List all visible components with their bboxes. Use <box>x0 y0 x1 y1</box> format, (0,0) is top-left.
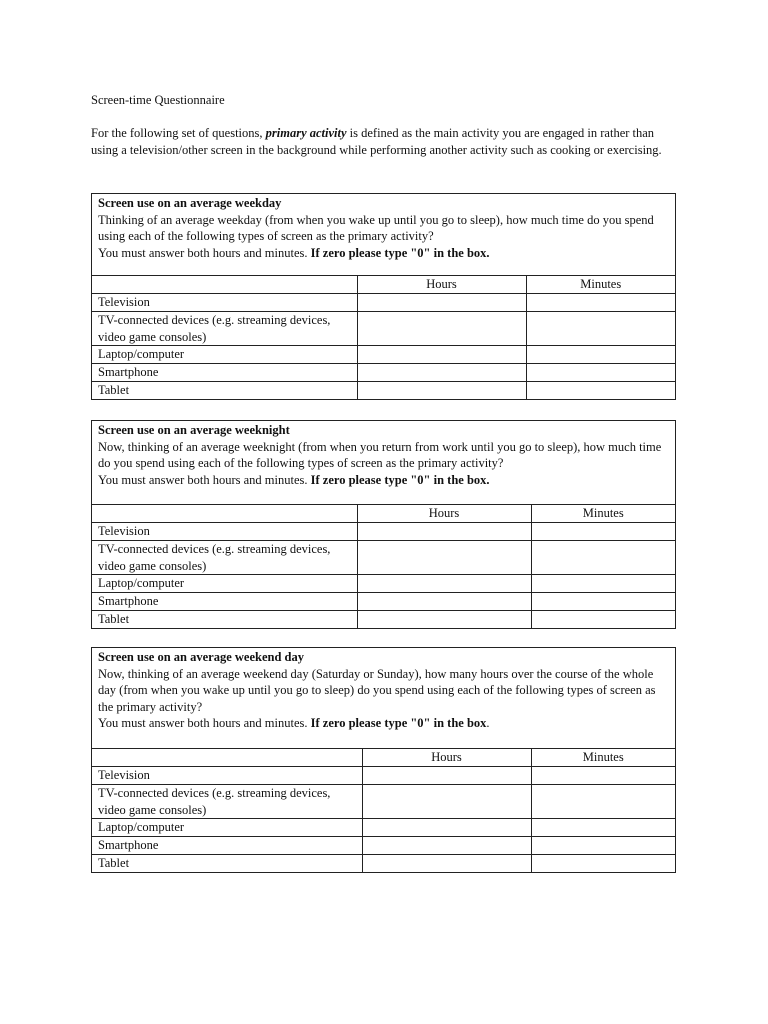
document-title: Screen-time Questionnaire <box>91 93 225 107</box>
section-question: Now, thinking of an average weeknight (from when you return from work until you go to sleep), how much time do you spend using each of the following types of screen as the primary activity? <box>98 439 662 470</box>
row-label-header <box>92 276 357 294</box>
section-header <box>92 648 675 749</box>
hours-input[interactable] <box>357 312 526 346</box>
table-row-television <box>92 294 675 312</box>
hours-input[interactable] <box>362 855 531 873</box>
minutes-input[interactable] <box>526 382 675 400</box>
row-label: TV-connected devices (e.g. streaming devices, video game consoles) <box>92 541 357 575</box>
minutes-input[interactable] <box>531 767 675 785</box>
hours-column-header: Hours <box>362 749 531 767</box>
section-title: Screen use on an average weeknight <box>98 423 290 437</box>
row-label: Laptop/computer <box>92 346 357 364</box>
table-row-television <box>92 523 675 541</box>
hours-input[interactable] <box>362 785 531 819</box>
table-header-row <box>92 276 675 294</box>
hours-input[interactable] <box>362 819 531 837</box>
section-header <box>92 421 675 505</box>
row-label: Laptop/computer <box>92 575 357 593</box>
row-label: TV-connected devices (e.g. streaming devices, video game consoles) <box>92 785 362 819</box>
row-label: Laptop/computer <box>92 819 362 837</box>
minutes-column-header: Minutes <box>526 276 675 294</box>
intro-text-after: is defined as the main activity you are engaged in rather than using a television/other screen in the background while performing another activity such as cooking or exercising. <box>91 126 662 157</box>
minutes-input[interactable] <box>526 364 675 382</box>
hours-input[interactable] <box>362 837 531 855</box>
table-row-tablet <box>92 382 675 400</box>
hours-input[interactable] <box>357 364 526 382</box>
screen-time-table <box>92 276 675 399</box>
table-row-smartphone <box>92 593 675 611</box>
minutes-input[interactable] <box>531 523 675 541</box>
section-title: Screen use on an average weekend day <box>98 650 305 664</box>
row-label-header <box>92 749 362 767</box>
section-weeknight <box>91 420 676 629</box>
screen-time-table <box>92 505 675 628</box>
minutes-input[interactable] <box>531 611 675 629</box>
section-instruction <box>98 245 669 262</box>
minutes-input[interactable] <box>531 819 675 837</box>
minutes-input[interactable] <box>526 312 675 346</box>
row-label: Television <box>92 294 357 312</box>
row-label: TV-connected devices (e.g. streaming devices, video game consoles) <box>92 312 357 346</box>
hours-input[interactable] <box>357 611 531 629</box>
hours-input[interactable] <box>357 593 531 611</box>
table-row-laptop <box>92 819 675 837</box>
hours-input[interactable] <box>357 523 531 541</box>
instruction-trailing: . <box>486 716 490 730</box>
section-question: Thinking of an average weekday (from when you wake up until you go to sleep), how much time do you spend using each of the following types of screen as the primary activity? <box>98 212 654 243</box>
table-row-television <box>92 767 675 785</box>
hours-input[interactable] <box>357 382 526 400</box>
minutes-input[interactable] <box>526 346 675 364</box>
section-instruction <box>98 715 669 732</box>
minutes-input[interactable] <box>531 541 675 575</box>
table-header-row <box>92 749 675 767</box>
row-label: Smartphone <box>92 593 357 611</box>
minutes-column-header: Minutes <box>531 505 675 523</box>
hours-input[interactable] <box>357 346 526 364</box>
minutes-input[interactable] <box>531 837 675 855</box>
table-row-tv-connected <box>92 785 675 819</box>
hours-input[interactable] <box>357 541 531 575</box>
intro-text-before: For the following set of questions, <box>91 126 266 140</box>
table-row-laptop <box>92 575 675 593</box>
table-row-tv-connected <box>92 541 675 575</box>
hours-input[interactable] <box>357 294 526 312</box>
hours-column-header: Hours <box>357 505 531 523</box>
minutes-input[interactable] <box>531 575 675 593</box>
row-label: Television <box>92 523 357 541</box>
row-label: Television <box>92 767 362 785</box>
minutes-input[interactable] <box>526 294 675 312</box>
minutes-column-header: Minutes <box>531 749 675 767</box>
row-label: Tablet <box>92 611 357 629</box>
instruction-text: You must answer both hours and minutes. <box>98 245 311 260</box>
section-weekday <box>91 193 676 400</box>
hours-input[interactable] <box>357 575 531 593</box>
section-header <box>92 194 675 276</box>
section-question: Now, thinking of an average weekend day (Saturday or Sunday), how many hours over the course of the whole day (from when you wake up until you go to sleep) do you spend using each of the following types of screen as the primary activity? <box>98 666 656 714</box>
table-row-tablet <box>92 611 675 629</box>
table-row-tv-connected <box>92 312 675 346</box>
row-label: Tablet <box>92 855 362 873</box>
instruction-emphasis: If zero please type "0" in the box. <box>310 245 490 260</box>
row-label-header <box>92 505 357 523</box>
minutes-input[interactable] <box>531 785 675 819</box>
table-row-laptop <box>92 346 675 364</box>
instruction-emphasis: If zero please type "0" in the box <box>310 716 487 730</box>
row-label: Smartphone <box>92 364 357 382</box>
instruction-text: You must answer both hours and minutes. <box>98 716 311 730</box>
table-row-smartphone <box>92 837 675 855</box>
row-label: Tablet <box>92 382 357 400</box>
table-header-row <box>92 505 675 523</box>
hours-column-header: Hours <box>357 276 526 294</box>
table-row-smartphone <box>92 364 675 382</box>
intro-paragraph <box>91 125 681 159</box>
table-row-tablet <box>92 855 675 873</box>
hours-input[interactable] <box>362 767 531 785</box>
screen-time-table <box>92 749 675 872</box>
instruction-text: You must answer both hours and minutes. <box>98 472 311 487</box>
section-weekend-day <box>91 647 676 873</box>
row-label: Smartphone <box>92 837 362 855</box>
minutes-input[interactable] <box>531 593 675 611</box>
section-instruction <box>98 472 669 489</box>
minutes-input[interactable] <box>531 855 675 873</box>
section-title: Screen use on an average weekday <box>98 196 282 210</box>
intro-term-primary-activity: primary activity <box>265 126 347 140</box>
instruction-emphasis: If zero please type "0" in the box. <box>310 472 490 487</box>
